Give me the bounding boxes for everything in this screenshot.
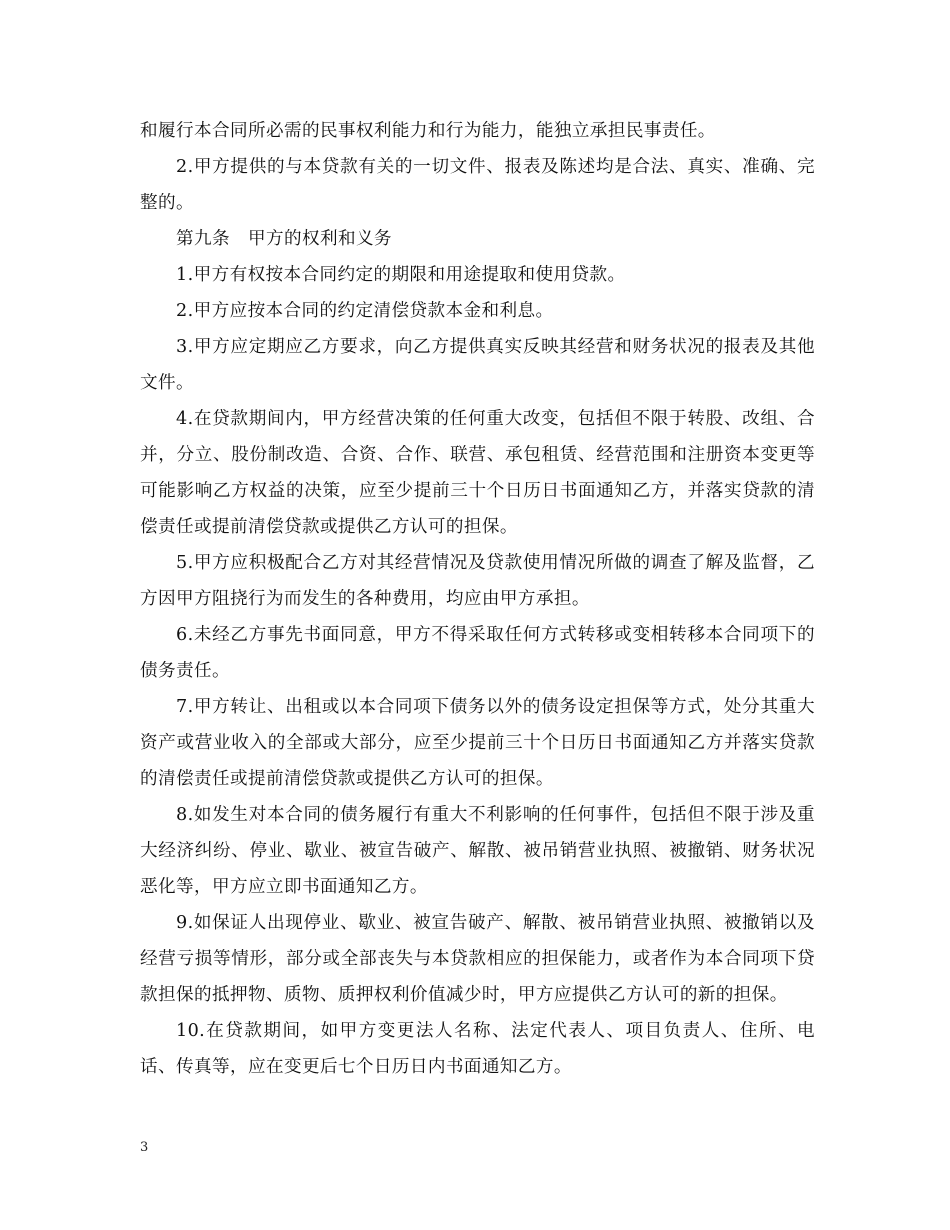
document-body: [140, 113, 815, 1085]
paragraph-continuation: 和履行本合同所必需的民事权利能力和行为能力，能独立承担民事责任。: [140, 121, 716, 141]
paragraph-clause-9-1: 1.甲方有权按本合同约定的期限和用途提取和使用贷款。: [176, 265, 626, 285]
paragraph-clause-9-8: 8.如发生对本合同的债务履行有重大不利影响的任何事件，包括但不限于涉及重大经济纠纷、停业、歇业、被宣告破产、解散、被吊销营业执照、被撤销、财务状况恶化等，甲方应立即书面通知乙方。: [140, 805, 815, 897]
paragraph-clause-9-6: 6.未经乙方事先书面同意，甲方不得采取任何方式转移或变相转移本合同项下的债务责任。: [140, 625, 815, 681]
paragraph-clause-9-3: 3.甲方应定期应乙方要求，向乙方提供真实反映其经营和财务状况的报表及其他文件。: [140, 337, 815, 393]
paragraph-clause-9-5: 5.甲方应积极配合乙方对其经营情况及贷款使用情况所做的调查了解及监督，乙方因甲方阻挠行为而发生的各种费用，均应由甲方承担。: [140, 553, 815, 609]
paragraph-clause-9-7: 7.甲方转让、出租或以本合同项下债务以外的债务设定担保等方式，处分其重大资产或营业收入的全部或大部分，应至少提前三十个日历日书面通知乙方并落实贷款的清偿责任或提前清偿贷款或提供乙方认可的担保。: [140, 697, 815, 789]
paragraph-clause-9-9: 9.如保证人出现停业、歇业、被宣告破产、解散、被吊销营业执照、被撤销以及经营亏损等情形，部分或全部丧失与本贷款相应的担保能力，或者作为本合同项下贷款担保的抵押物、质物、质押权利价值减少时，甲方应提供乙方认可的新的担保。: [140, 913, 815, 1005]
paragraph-clause-9-2: 2.甲方应按本合同的约定清偿贷款本金和利息。: [176, 301, 554, 321]
paragraph-clause-9-4: 4.在贷款期间内，甲方经营决策的任何重大改变，包括但不限于转股、改组、合并，分立、股份制改造、合资、合作、联营、承包租赁、经营范围和注册资本变更等可能影响乙方权益的决策，应至少提前三十个日历日书面通知乙方，并落实贷款的清偿责任或提前清偿贷款或提供乙方认可的担保。: [140, 409, 815, 537]
paragraph-clause-9-10: 10.在贷款期间，如甲方变更法人名称、法定代表人、项目负责人、住所、电话、传真等，应在变更后七个日历日内书面通知乙方。: [140, 1021, 815, 1077]
page-number: 3: [140, 1140, 149, 1155]
section-heading-article-9: 第九条 甲方的权利和义务: [176, 229, 392, 249]
paragraph-clause-8-2: 2.甲方提供的与本贷款有关的一切文件、报表及陈述均是合法、真实、准确、完整的。: [140, 157, 815, 213]
